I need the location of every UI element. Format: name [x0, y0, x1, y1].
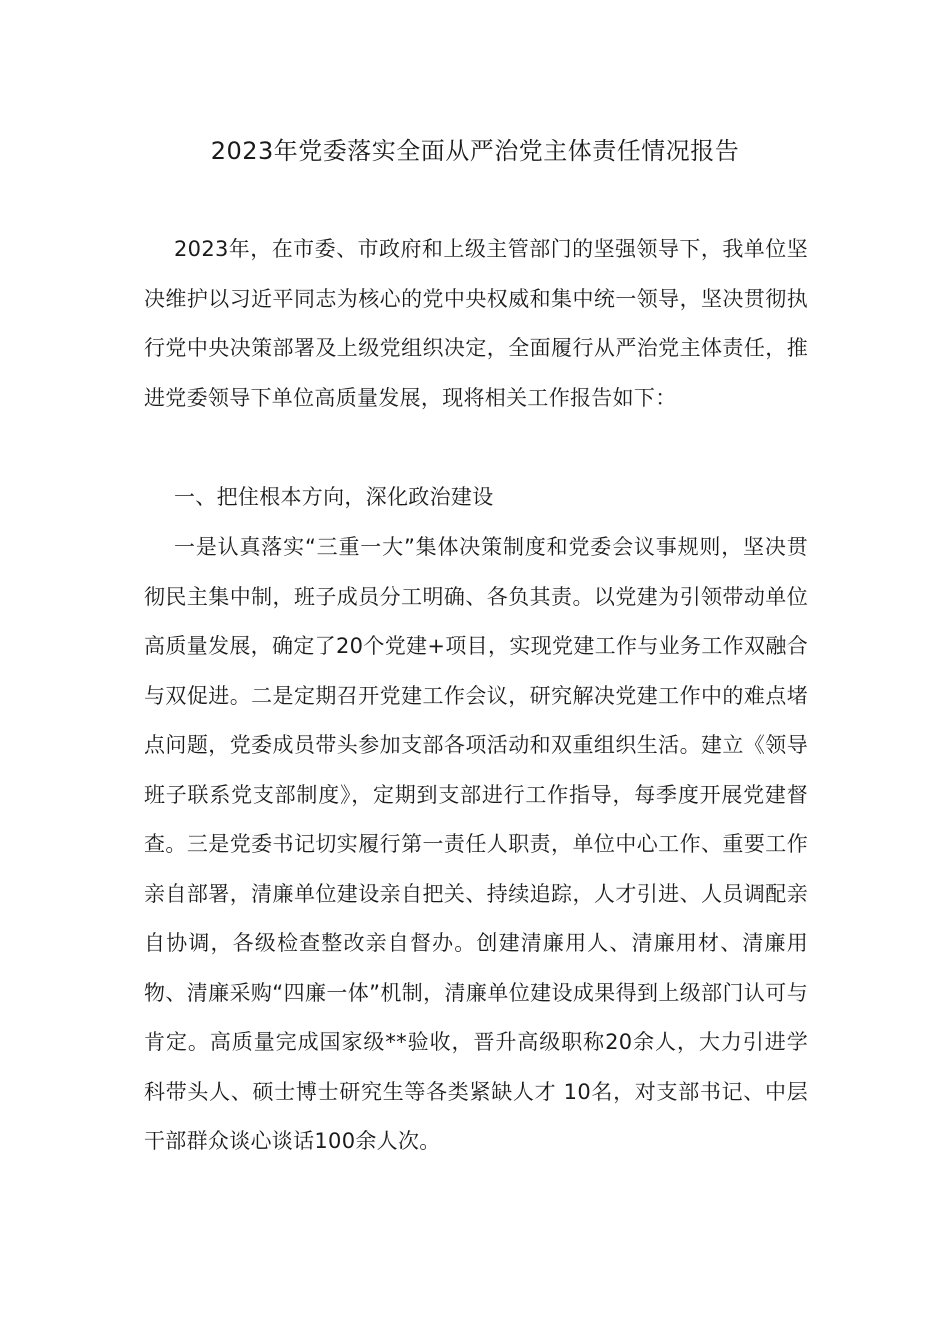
section-paragraph: 一是认真落实“三重一大”集体决策制度和党委会议事规则，坚决贯彻民主集中制，班子成员分工明确、各负其责。以党建为引领带动单位高质量发展，确定了20个党建+项目，实现党建工作与业务工作双融合与双促进。二是定期召开党建工作会议，研究解决党建工作中的难点堵点问题，党委成员带头参加支部各项活动和双重组织生活。建立《领导班子联系党支部制度》，定期到支部进行工作指导，每季度开展党建督查。三是党委书记切实履行第一责任人职责，单位中心工作、重要工作亲自部署，清廉单位建设亲自把关、持续追踪，人才引进、人员调配亲自协调，各级检查整改亲自督办。创建清廉用人、清廉用材、清廉用物、清廉采购“四廉一体”机制，清廉单位建设成果得到上级部门认可与肯定。高质量完成国家级**验收，晋升高级职称20余人，大力引进学科带头人、硕士博士研究生等各类紧缺人才 10名，对支部书记、中层干部群众谈心谈话100余人次。: [144, 535, 808, 1153]
intro-paragraph: 2023年，在市委、市政府和上级主管部门的坚强领导下，我单位坚决维护以习近平同志为核心的党中央权威和集中统一领导，坚决贯彻执行党中央决策部署及上级党组织决定，全面履行从严治党主体责任，推进党委领导下单位高质量发展，现将相关工作报告如下：: [144, 237, 808, 410]
document-title: 2023年党委落实全面从严治党主体责任情况报告: [210, 137, 740, 165]
section-heading: 一、把住根本方向，深化政治建设: [174, 485, 494, 509]
